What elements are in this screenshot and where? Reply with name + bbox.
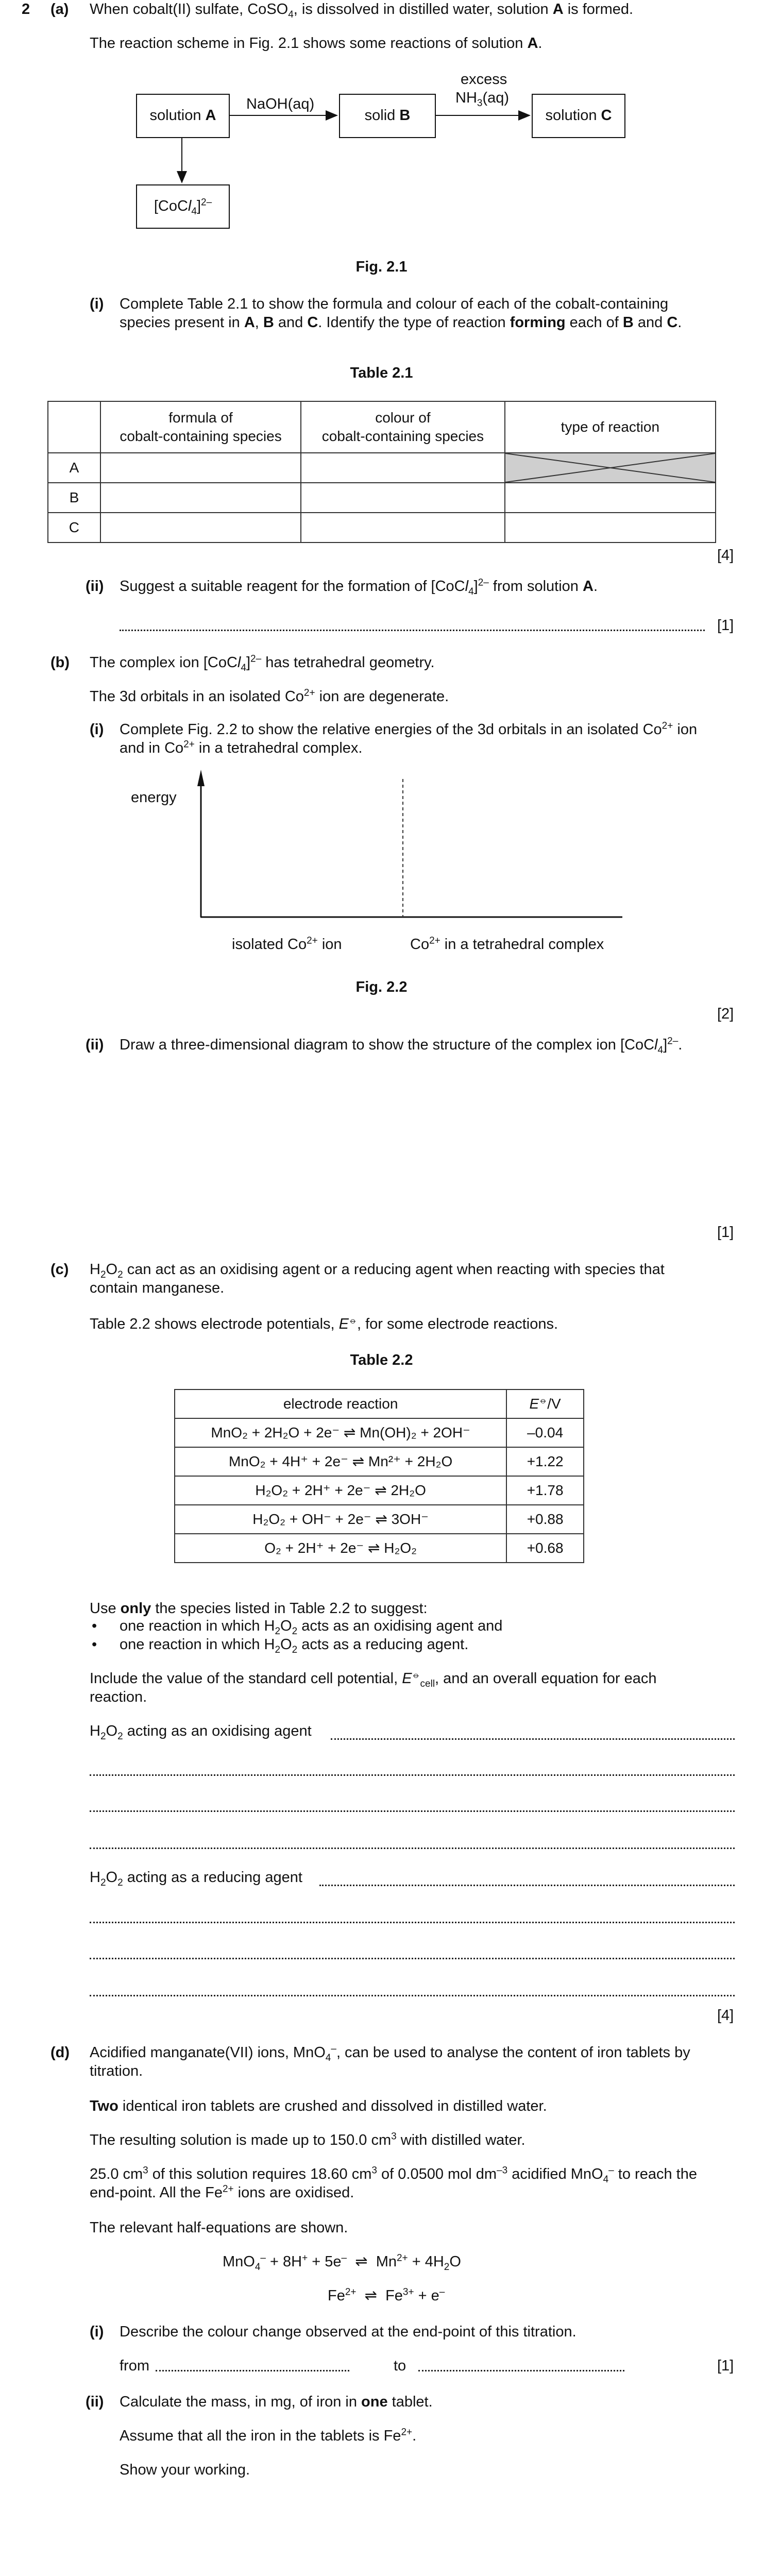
- part-b-i-label: (i): [90, 721, 104, 738]
- part-d-line-3: Two identical iron tablets are crushed and dissolved in distilled water.: [90, 2098, 547, 2114]
- equilibrium-arrow-icon: ⇌: [368, 1540, 380, 1556]
- scheme-box-solution-a: solution A: [136, 94, 230, 138]
- part-b-ii-text: Draw a three-dimensional diagram to show the structure of the complex ion [CoCl$_4$]$^{2-}$.: [120, 1036, 683, 1056]
- part-b-line-2: The 3d orbitals in an isolated $Co^{2+}$ ion are degenerate.: [90, 687, 449, 705]
- mark-b-ii: [1]: [717, 1224, 734, 1241]
- answer-line-oxidising[interactable]: [90, 1774, 735, 1776]
- energy-diagram-axes[interactable]: [0, 762, 763, 938]
- colour-from-label: from: [120, 2358, 149, 2374]
- part-d-line-7: The relevant half-equations are shown.: [90, 2219, 348, 2236]
- table-2-1-cell-type-c[interactable]: [505, 513, 716, 543]
- table-2-2-potential: –0.04: [506, 1418, 584, 1447]
- equilibrium-arrow-icon: ⇌: [355, 2253, 368, 2270]
- table-2-2-caption: Table 2.2: [350, 1352, 413, 1368]
- part-c-bullet-2: one reaction in which $H_2O_2$ acts as a reducing agent.: [120, 1636, 469, 1655]
- reducing-agent-prompt: $H_2O_2$ acting as a reducing agent: [90, 1869, 302, 1888]
- answer-line-oxidising[interactable]: [90, 1810, 735, 1812]
- arrow-1-label: NaOH(aq): [246, 96, 315, 112]
- part-d-line-5: 25.0 $cm^3$ of this solution requires 18.60 $cm^3$ of 0.0500 mol $dm^{-3}$ acidified MnO$_4$– to reach the: [90, 2165, 697, 2185]
- part-d-i-text: Describe the colour change observed at the end-point of this titration.: [120, 2324, 577, 2340]
- answer-line-oxidising[interactable]: [90, 1848, 735, 1849]
- bullet-icon: •: [92, 1636, 97, 1653]
- part-b-line-1: The complex ion [CoCl$_4$]$^{2-}$ has tetrahedral geometry.: [90, 653, 435, 673]
- table-2-1-row-label: C: [48, 513, 100, 543]
- mark-c: [4]: [717, 2007, 734, 2024]
- part-a-i-label: (i): [90, 296, 104, 312]
- arrow-2-label-top: excess: [461, 71, 507, 88]
- table-2-2-reaction: H₂O₂ + 2H⁺ + 2e⁻ ⇌ 2H₂O: [175, 1476, 506, 1505]
- answer-line-reducing[interactable]: [90, 1922, 735, 1923]
- part-c-line-1: $H_2O_2$ can act as an oxidising agent or a reducing agent when reacting with species that: [90, 1261, 665, 1280]
- part-d-i-label: (i): [90, 2324, 104, 2340]
- part-c-line-2: contain manganese.: [90, 1280, 225, 1296]
- table-2-2-reaction: H₂O₂ + OH⁻ + 2e⁻ ⇌ 3OH⁻: [175, 1505, 506, 1534]
- working-area-d-ii[interactable]: [120, 2488, 707, 2576]
- drawing-area-b-ii[interactable]: [120, 1061, 707, 1216]
- table-2-2-reaction: O₂ + 2H⁺ + 2e⁻ ⇌ H₂O₂: [175, 1534, 506, 1563]
- part-a-ii-label: (ii): [86, 578, 104, 595]
- part-c-line-3: Table 2.2 shows electrode potentials, E⦵, for some electrode reactions.: [90, 1315, 558, 1332]
- equilibrium-arrow-icon: ⇌: [343, 1425, 356, 1441]
- table-2-1-header-formula: formula of cobalt-containing species: [100, 401, 301, 453]
- x-label-isolated-ion: isolated $Co^{2+}$ ion: [232, 935, 342, 953]
- part-d-line-2: titration.: [90, 2063, 143, 2079]
- part-d-line-1: Acidified manganate(VII) ions, MnO$_4$–, can be used to analyse the content of iron tablets by: [90, 2043, 690, 2063]
- half-equation-1: MnO$_4$– + 8H+ + 5e– ⇌ $Mn^{2+} + 4H_2O$: [223, 2252, 461, 2273]
- colour-to-input[interactable]: [418, 2370, 624, 2371]
- equilibrium-arrow-icon: ⇌: [375, 1482, 387, 1499]
- table-2-1-cell-colour-b[interactable]: [301, 483, 504, 513]
- table-2-2-header-reaction: electrode reaction: [175, 1389, 506, 1418]
- part-d-ii-text-3: Show your working.: [120, 2462, 250, 2478]
- mark-d-i: [1]: [717, 2358, 734, 2374]
- mark-a-ii: [1]: [717, 617, 734, 634]
- part-d-label: (d): [50, 2044, 70, 2061]
- part-c-include-1: Include the value of the standard cell potential, $E^⦵_{cell}$, and an overall equation for each: [90, 1669, 657, 1689]
- part-a-label: (a): [50, 1, 69, 18]
- colour-to-label: to: [394, 2358, 406, 2374]
- scheme-arrows: [0, 0, 763, 237]
- part-c-include-2: reaction.: [90, 1689, 147, 1705]
- part-d-line-4: The resulting solution is made up to 150.0 $cm^3$ with distilled water.: [90, 2131, 525, 2148]
- part-c-use-only: Use only the species listed in Table 2.2 to suggest:: [90, 1600, 428, 1617]
- table-2-2-potential: +0.88: [506, 1505, 584, 1534]
- half-equation-2: $Fe^{2+}$ ⇌ $Fe^{3+} + e^-$: [328, 2286, 445, 2304]
- table-2-1: [47, 401, 716, 543]
- part-b-i-text-2: and in $Co^{2+}$ in a tetrahedral complex.: [120, 739, 363, 756]
- table-2-1-cell-formula-b[interactable]: [100, 483, 301, 513]
- part-c-label: (c): [50, 1261, 69, 1278]
- fig-2-1-caption: Fig. 2.1: [355, 259, 408, 275]
- part-a-ii-text: Suggest a suitable reagent for the formation of [CoCl$_4$]$^{2-}$ from solution A.: [120, 577, 598, 597]
- crossed-out-cell: [505, 453, 715, 482]
- equilibrium-arrow-icon: ⇌: [375, 1511, 387, 1528]
- bullet-icon: •: [92, 1618, 97, 1634]
- oxidising-agent-prompt: $H_2O_2$ acting as an oxidising agent: [90, 1723, 312, 1742]
- table-2-2-reaction: MnO₂ + 2H₂O + 2e⁻ ⇌ Mn(OH)₂ + 2OH⁻: [175, 1418, 506, 1447]
- table-2-1-header-type: type of reaction: [505, 401, 716, 453]
- table-2-1-header-colour: colour of cobalt-containing species: [301, 401, 504, 453]
- mark-a-i: [4]: [717, 547, 734, 564]
- table-2-2-potential: +1.78: [506, 1476, 584, 1505]
- part-d-ii-text-2: Assume that all the iron in the tablets is $Fe^{2+}$.: [120, 2427, 417, 2444]
- part-a-intro-2: The reaction scheme in Fig. 2.1 shows some reactions of solution A.: [90, 35, 542, 52]
- part-c-bullet-1: one reaction in which $H_2O_2$ acts as an oxidising agent and: [120, 1618, 503, 1637]
- x-label-tetrahedral-complex: $Co^{2+}$ in a tetrahedral complex: [410, 935, 604, 953]
- table-2-2-header-potential: E⦵/V: [506, 1389, 584, 1418]
- table-2-2-potential: +1.22: [506, 1447, 584, 1476]
- arrow-2-label-bottom: $NH_3(aq)$: [455, 90, 510, 109]
- table-2-2: [174, 1389, 584, 1563]
- part-b-ii-label: (ii): [86, 1037, 104, 1053]
- answer-line-reducing[interactable]: [319, 1885, 735, 1886]
- answer-line-a-ii[interactable]: [120, 630, 705, 631]
- mark-b-i: [2]: [717, 1006, 734, 1022]
- question-number: 2: [22, 1, 30, 18]
- table-2-1-row-label: B: [48, 483, 100, 513]
- scheme-box-solution-c: solution C: [532, 94, 625, 138]
- table-2-1-row-label: A: [48, 453, 100, 483]
- scheme-box-solid-b: solid B: [339, 94, 436, 138]
- equilibrium-arrow-icon: ⇌: [352, 1453, 365, 1470]
- table-2-1-cell-formula-c[interactable]: [100, 513, 301, 543]
- answer-line-reducing[interactable]: [90, 1995, 735, 1996]
- part-d-ii-label: (ii): [86, 2394, 104, 2410]
- table-2-1-cell-formula-a[interactable]: [100, 453, 301, 483]
- scheme-box-cocl4: [CoCl$_4$]$^{2-}$: [136, 184, 230, 229]
- answer-line-oxidising[interactable]: [331, 1738, 735, 1740]
- part-b-i-text-1: Complete Fig. 2.2 to show the relative energies of the 3d orbitals in an isolated $Co^{2+}$ ion: [120, 720, 698, 738]
- table-2-1-caption: Table 2.1: [350, 365, 413, 381]
- part-d-ii-text-1: Calculate the mass, in mg, of iron in one tablet.: [120, 2394, 433, 2410]
- part-b-label: (b): [50, 654, 70, 671]
- part-d-line-6: end-point. All the $Fe^{2+}$ ions are oxidised.: [90, 2183, 354, 2201]
- answer-line-reducing[interactable]: [90, 1958, 735, 1959]
- energy-axis-label: energy: [131, 789, 177, 806]
- table-2-1-cell-colour-a[interactable]: [301, 453, 504, 483]
- part-a-i-text-2: species present in A, B and C. Identify the type of reaction forming each of B and C.: [120, 314, 682, 331]
- part-a-intro-1: When cobalt(II) sulfate, CoSO$_4$, is dissolved in distilled water, solution A is formed.: [90, 1, 634, 20]
- fig-2-2-caption: Fig. 2.2: [355, 979, 408, 995]
- table-2-1-cell-type-a-shaded: [505, 453, 716, 483]
- colour-from-input[interactable]: [156, 2370, 349, 2371]
- table-2-2-reaction: MnO₂ + 4H⁺ + 2e⁻ ⇌ Mn²⁺ + 2H₂O: [175, 1447, 506, 1476]
- table-2-2-potential: +0.68: [506, 1534, 584, 1563]
- table-2-1-cell-colour-c[interactable]: [301, 513, 504, 543]
- table-2-1-corner: [48, 401, 100, 453]
- table-2-1-cell-type-b[interactable]: [505, 483, 716, 513]
- part-a-i-text-1: Complete Table 2.1 to show the formula and colour of each of the cobalt-containing: [120, 296, 669, 312]
- equilibrium-arrow-icon: ⇌: [364, 2287, 377, 2304]
